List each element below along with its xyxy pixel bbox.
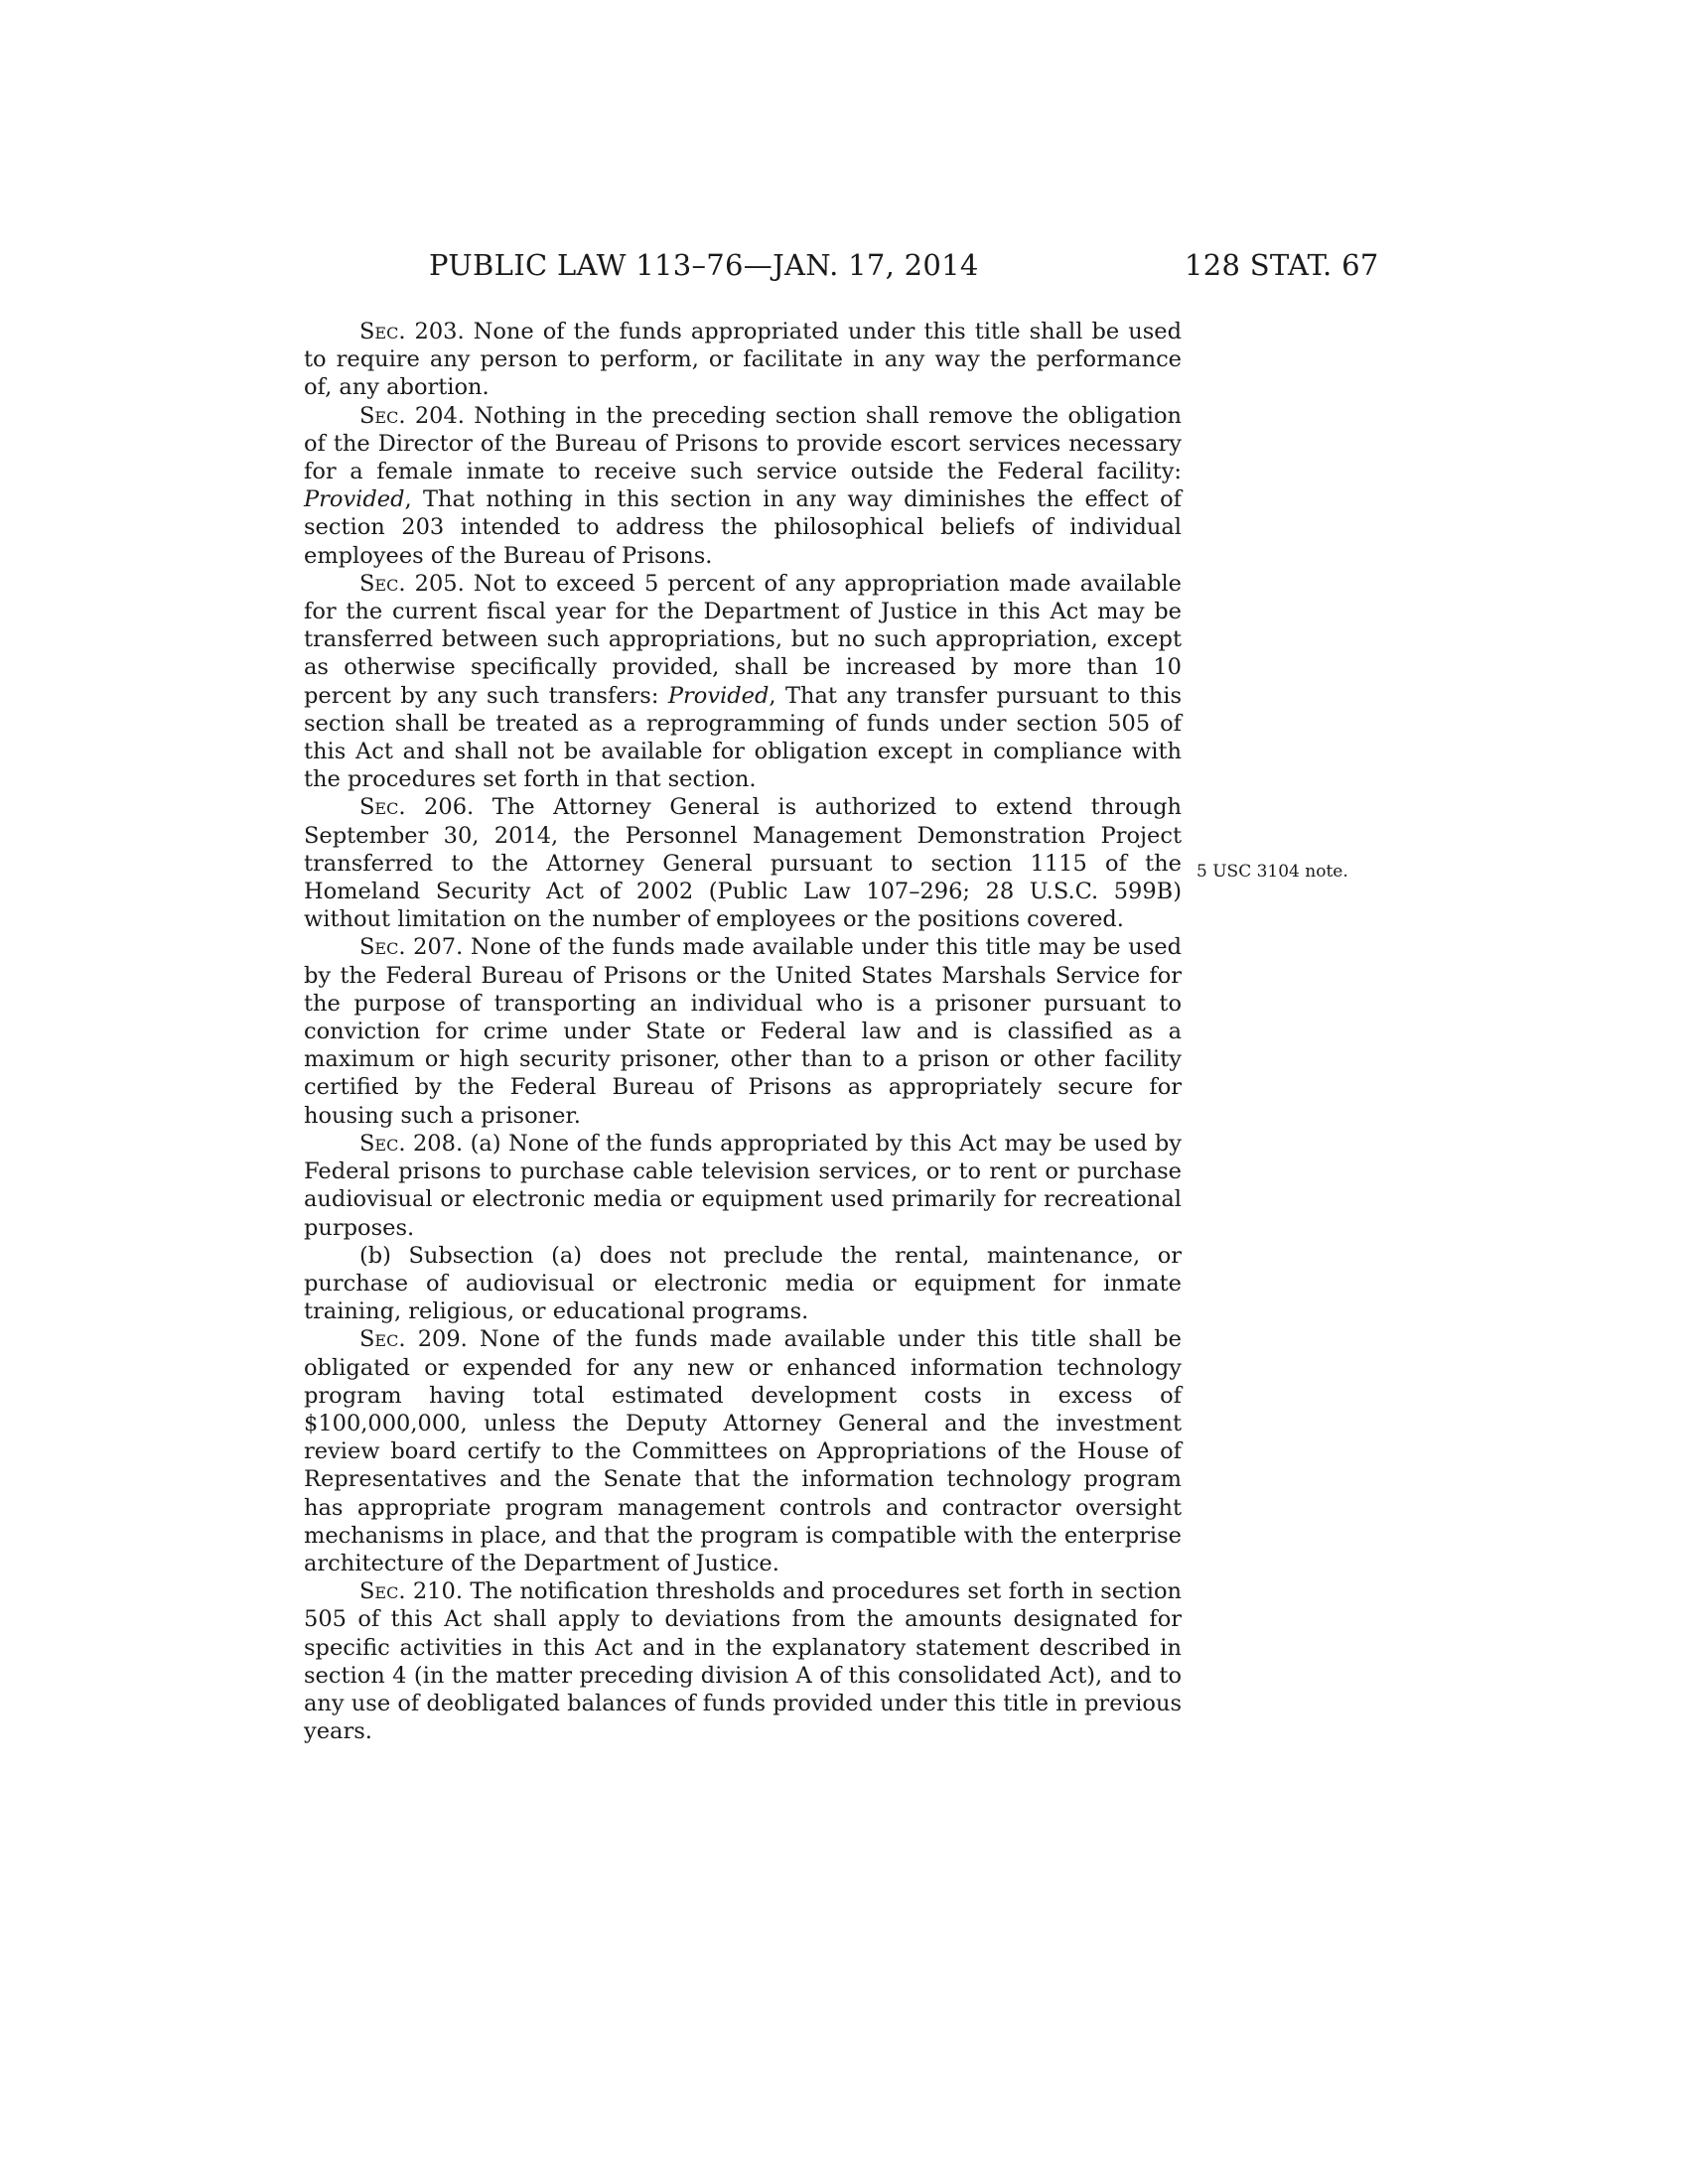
section-208-b	[304, 1242, 1182, 1326]
section-text: None of the funds made available under this title shall be obligated or expended for any new or enhanced information technology program having total estimated development costs in excess of $100,000,000, unless the Deputy Attorney General and the investment review board certify to the Committees on Appropriations of the House of Representatives and the Senate that the information technology program has appropriate program management controls and contractor oversight mechanisms in place, and that the program is compatible with the enterprise architecture of the Department of Justice.	[304, 1326, 1182, 1576]
section-text: Nothing in the preceding section shall remove the obligation of the Director of the Bureau of Prisons to provide escort services necessary for a female inmate to receive such service outside the Federal facility:	[304, 402, 1182, 485]
section-number: . 206.	[398, 794, 475, 821]
document-body	[304, 318, 1182, 1745]
proviso-italic: Provided	[304, 486, 405, 513]
section-209	[304, 1325, 1182, 1577]
section-label: Sec	[359, 1130, 399, 1157]
section-number: . 209.	[398, 1326, 468, 1353]
section-205	[304, 570, 1182, 794]
section-label: Sec	[359, 1578, 399, 1605]
section-text: None of the funds made available under this title may be used by the Federal Bureau of Prisons or the United States Marshals Service for the purpose of transporting an individual who is a prisoner pursuant to conviction for crime under State or Federal law and is classified as a maximum or high security prisoner, other than to a prison or other facility certified by the Federal Bureau of Prisons as appropriately secure for housing such a prisoner.	[304, 934, 1182, 1129]
section-label: Sec	[359, 319, 399, 344]
section-number: . 207.	[398, 934, 464, 961]
section-text: The notification thresholds and procedures set forth in section 505 of this Act shall apply to deviations from the amounts designated for specific activities in this Act and in the explanatory statement described in section 4 (in the matter preceding division A of this consolidated Act), and to any use of deobligated balances of funds provided under this title in previous years.	[304, 1578, 1182, 1745]
section-206	[304, 793, 1182, 933]
section-number: . 205.	[398, 570, 465, 597]
section-label: Sec	[359, 570, 399, 597]
marginal-note: 5 USC 3104 note.	[1196, 862, 1348, 882]
section-text-continued: , That nothing in this section in any way diminishes the effect of section 203 intended to address the philosophical beliefs of individual employees of the Bureau of Prisons.	[304, 486, 1182, 569]
section-label: Sec	[359, 1326, 399, 1353]
section-text: None of the funds appropriated under this title shall be used to require any person to perform, or facilitate in any way the performance of, any abortion.	[304, 319, 1182, 401]
section-203	[304, 318, 1182, 402]
page-header-title: PUBLIC LAW 113–76—JAN. 17, 2014	[429, 248, 979, 282]
section-label: Sec	[359, 934, 399, 961]
page-header-stat-ref: 128 STAT. 67	[1185, 248, 1379, 282]
section-204	[304, 402, 1182, 570]
section-207	[304, 933, 1182, 1129]
section-number: . 208.	[398, 1130, 464, 1157]
section-text: Not to exceed 5 percent of any appropriation made available for the current fiscal year for the Department of Justice in this Act may be transferred between such appropriations, but no such appropriation, except as otherwise specifically provided, shall be increased by more than 10 percent by any such transfers:	[304, 570, 1182, 709]
section-208-a	[304, 1130, 1182, 1242]
section-number: . 203.	[398, 319, 465, 344]
section-label: Sec	[359, 402, 399, 429]
section-210	[304, 1577, 1182, 1745]
section-number: . 210.	[398, 1578, 463, 1605]
subsection-text: (b) Subsection (a) does not preclude the rental, maintenance, or purchase of audiovisual or electronic media or equipment for inmate training, religious, or educational programs.	[304, 1242, 1182, 1325]
proviso-italic: Provided	[667, 682, 770, 709]
section-label: Sec	[359, 794, 399, 821]
section-text: (a) None of the funds appropriated by this Act may be used by Federal prisons to purchase cable television services, or to rent or purchase audiovisual or electronic media or equipment used primarily for recreational purposes.	[304, 1130, 1183, 1241]
section-text-continued: , That any transfer pursuant to this section shall be treated as a reprogramming of funds under section 505 of this Act and shall not be available for obligation except in compliance with the procedures set forth in that section.	[304, 682, 1182, 793]
section-number: . 204.	[398, 402, 465, 429]
section-text: The Attorney General is authorized to extend through September 30, 2014, the Personnel Management Demonstration Project transferred to the Attorney General pursuant to section 1115 of the Homeland Security Act of 2002 (Public Law 107–296; 28 U.S.C. 599B) without limitation on the number of employees or the positions covered.	[304, 794, 1182, 933]
